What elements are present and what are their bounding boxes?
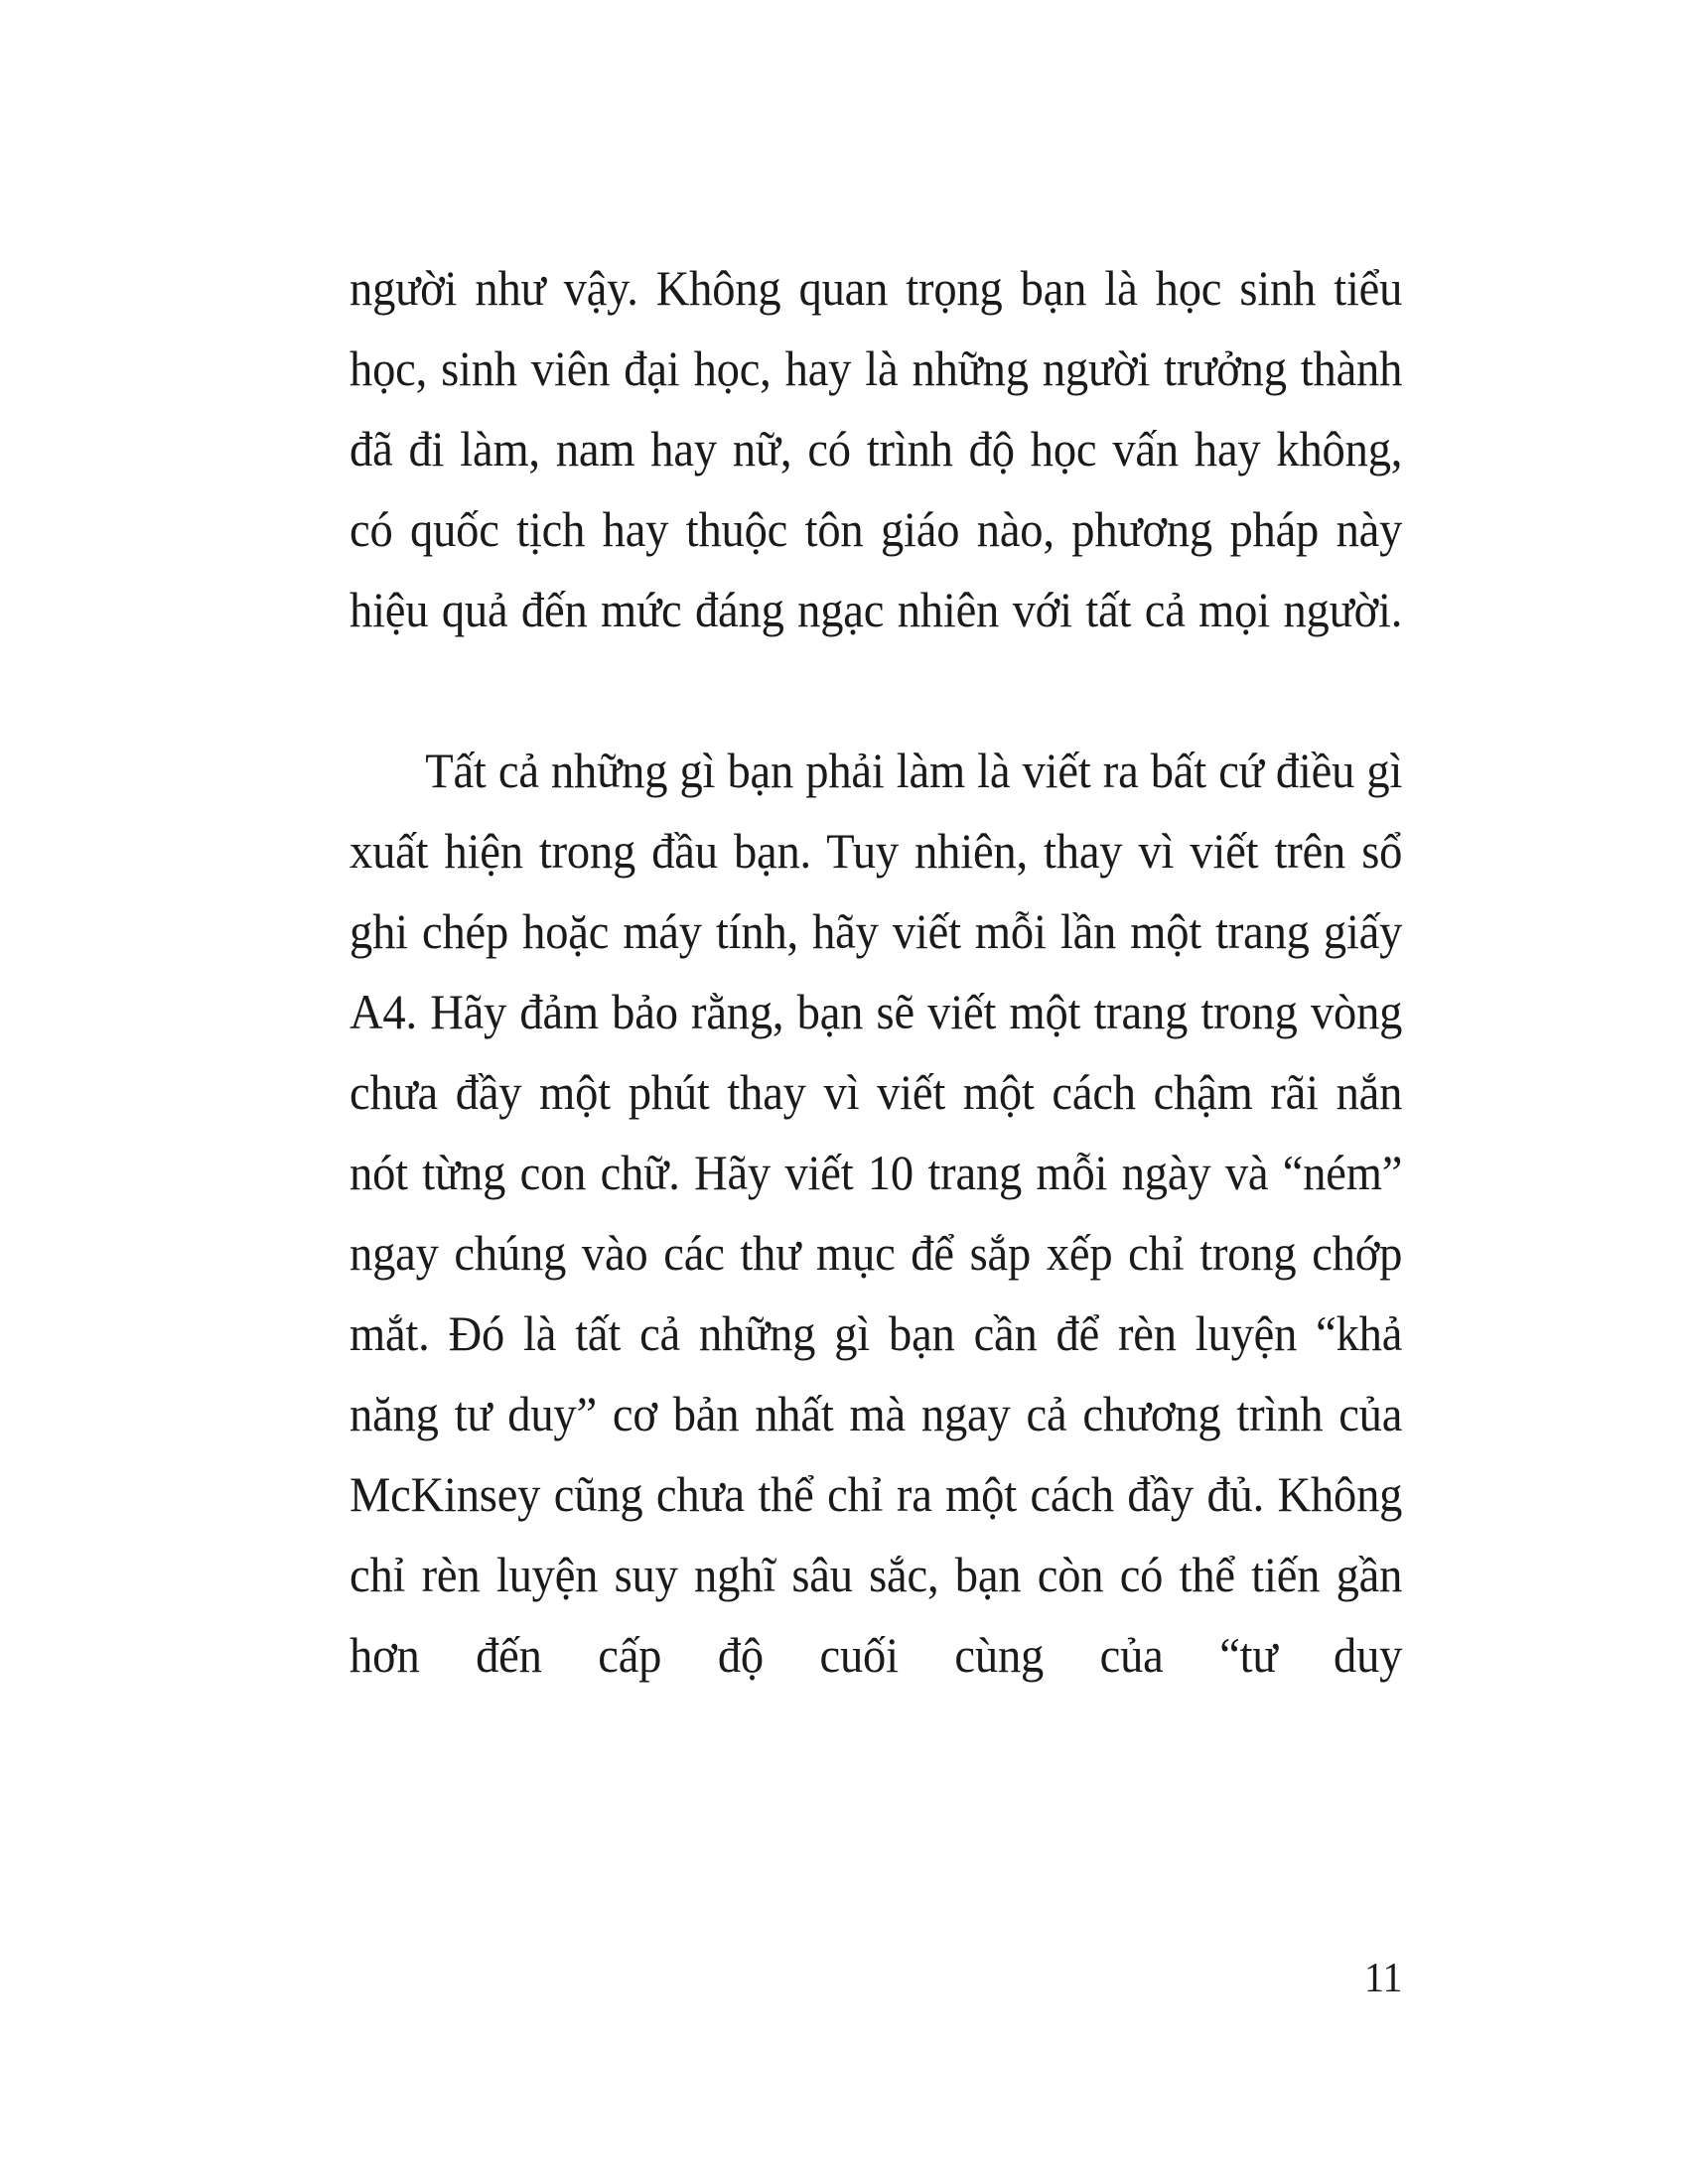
page-number: 11 [1363, 1956, 1402, 2001]
body-paragraph-2: Tất cả những gì bạn phải làm là viết ra bất cứ điều gì xuất hiện trong đầu bạn. Tuy nhiên, thay vì viết trên sổ ghi chép hoặc máy tính, hãy viết mỗi lần một trang giấy A4. Hãy đảm bảo rằng, bạn sẽ viết một trang trong vòng chưa đầy một phút thay vì viết một cách chậm rãi nắn nót từng con chữ. Hãy viết 10 trang mỗi ngày và “ném” ngay chúng vào các thư mục để sắp xếp chỉ trong chớp mắt. Đó là tất cả những gì bạn cần để rèn luyện “khả năng tư duy” cơ bản nhất mà ngay cả chương trình của McKinsey cũng chưa thể chỉ ra một cách đầy đủ. Không chỉ rèn luyện suy nghĩ sâu sắc, bạn còn có thể tiến gần hơn đến cấp độ cuối cùng của “tư duy [350, 743, 1403, 1683]
body-text-column [350, 248, 1402, 1776]
body-paragraph-1: người như vậy. Không quan trọng bạn là học sinh tiểu học, sinh viên đại học, hay là những người trưởng thành đã đi làm, nam hay nữ, có trình độ học vấn hay không, có quốc tịch hay thuộc tôn giáo nào, phương pháp này hiệu quả đến mức đáng ngạc nhiên với tất cả mọi người. [350, 260, 1403, 637]
